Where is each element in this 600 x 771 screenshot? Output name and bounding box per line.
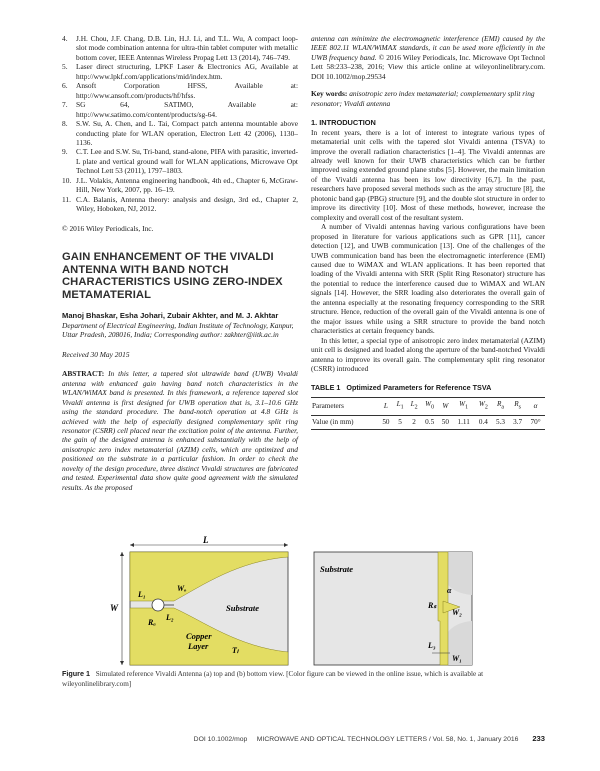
reference-list [62, 34, 298, 214]
paragraph: In recent years, there is a lot of interest to integrate various types of metamaterial unit cells with the tapered slot Vivaldi antenna (TSVA) to improve the overall radiation characteristics [1–4]. The Vivaldi antennas are already well known for their UWB characteristics which can be further improved using extended ground plane stubs [5]. However, the main limitation of the Vivaldi antenna has been its low directivity [6,7]. In the past, researchers have proposed several methods such as the array structure [8], the photonic band gap (PBG) structure [9], and the double slot structure in order to improve its directivity [10]. Most of these methods, however, increase the complexity and overall cost of the resultant system. [311, 127, 545, 222]
reference-text: Ansoft Corporation HFSS, Available at: http://www.ansoft.com/products/hf/hfss. [76, 81, 298, 100]
label-W: W [110, 603, 119, 613]
table-caption: Optimized Parameters for Reference TSVA [346, 383, 492, 393]
table-cell: 5 [393, 415, 407, 429]
keywords [311, 89, 545, 108]
table-cell: 2 [407, 415, 421, 429]
label-L2: L₂ [166, 613, 174, 622]
table-cell: 50 [379, 415, 393, 429]
abstract-continued [311, 34, 545, 81]
table-cell: 1.11 [453, 415, 475, 429]
abstract-label: ABSTRACT: [62, 369, 105, 379]
label-L3: L₃ [428, 641, 436, 650]
figure-caption-text: Simulated reference Vivaldi Antenna (a) top and (b) bottom view. [Color figure can be viewed in the online issue, which is available at wileyonlinelibrary.com] [62, 670, 484, 688]
arrow-down-icon [120, 661, 124, 665]
table-title [311, 383, 545, 392]
copyright-notice: © 2016 Wiley Periodicals, Inc. [62, 223, 154, 233]
table-header-cell: W [438, 397, 452, 415]
table-label: TABLE 1 [311, 383, 341, 393]
page-number: 233 [532, 734, 545, 743]
label-W1: W₁ [452, 654, 462, 663]
right-column [311, 34, 545, 430]
reference-item [62, 147, 298, 175]
table-header-cell: L [379, 397, 393, 415]
keywords-text: anisotropic zero index metamaterial; complementary split ring resonator; Vivaldi antenna [311, 89, 535, 108]
table-header-cell: $L_2$ [407, 397, 421, 415]
label-layer: Layer [188, 641, 209, 651]
table-cell: 70° [526, 415, 545, 429]
label-Tl: Tₗ [232, 646, 239, 655]
reference-text: Laser direct structuring, LPKF Laser & Electronics AG, Available at http://www.lpkf.com/applications/mid/index.htm. [76, 62, 298, 81]
reference-number: 7. [62, 100, 68, 110]
parameters-table [311, 397, 545, 430]
table-cell: 5.3 [492, 415, 509, 429]
reference-item [62, 100, 298, 119]
reference-number: 8. [62, 119, 68, 129]
reference-item [62, 81, 298, 100]
article-title: GAIN ENHANCEMENT OF THE VIVALDI ANTENNA WITH BAND NOTCH CHARACTERISTICS USING ZERO-INDEX METAMATERIAL [62, 251, 283, 301]
reference-number: 9. [62, 147, 68, 157]
reference-text: S.W. Su, A. Chen, and L. Tai, Compact patch antenna mountable above conducting plate for WLAN operation, Electron Lett 42 (2006), 1130–1136. [76, 119, 298, 147]
reference-number: 6. [62, 81, 68, 91]
table-cell: 0.5 [421, 415, 438, 429]
footer-journal: MICROWAVE AND OPTICAL TECHNOLOGY LETTERS / Vol. 58, No. 1, January 2016 [256, 736, 519, 743]
abstract-text: In this letter, a tapered slot ultrawide band (UWB) Vivaldi antenna with enhanced gain having band notch characteristics in the WLAN/WiMAX band is presented. In this framework, a reference tapered slot Vivaldi antenna is first designed for UWB operation that is, 3.1–10.6 GHz using the standard procedure. The band-notch operation at 4.8 GHz is achieved with the help of especially designed complementary split ring resonator (CSRR) cell placed near the excitation point of the antenna. Further, the gain of the designed antenna is enhanced substantially with the help of anisotropic zero index metamaterial (AZIM) cells, which are optimized and positioned on the substrate in a particular fashion. In order to check the novelty of the design procedure, three distinct Vivaldi structures are fabricated and tested. Experimental data show quite good agreement with the simulated results. As the proposed [62, 369, 298, 492]
arrow-left-icon [130, 543, 134, 547]
abstract-citation: © 2016 Wiley Periodicals, Inc. Microwave Opt Technol Lett 58:233–238, 2016; View this article online at wileyonlinelibrary.com. DOI 10.1002/mop.29534 [311, 52, 546, 81]
received-date: Received 30 May 2015 [62, 349, 130, 359]
label-substrate-bottom: Substrate [320, 564, 354, 574]
feed-cavity [152, 599, 164, 611]
reference-text: C.A. Balanis, Antenna theory: analysis and design, 3rd ed., Chapter 2, Wiley, Hoboken, NJ, 2012. [76, 194, 298, 214]
table-header-cell: $W_0$ [421, 397, 438, 415]
reference-text: J.H. Chou, J.F. Chang, D.B. Lin, H.J. Li, and T.L. Wu, A compact loop-slot mode combination antenna for ultra-thin tablet computer with metallic bottom cover, IEEE Antennas Wireless Propag Lett 13 (2014), 746–749. [76, 34, 298, 62]
arrow-up-icon [120, 552, 124, 556]
label-Rs: Rₛ [428, 601, 437, 610]
figure-label: Figure 1 [62, 669, 90, 678]
abstract-continued-text: antenna can minimize the electromagnetic interference (EMI) caused by the IEEE 802.11 WLAN/WiMAX standards, it can be used more efficiently in the UWB frequency band. [311, 34, 545, 62]
page-footer [62, 734, 545, 743]
table-header-cell: $W_2$ [475, 397, 492, 415]
reference-number: 5. [62, 62, 68, 72]
label-L1: L₁ [138, 590, 146, 599]
table-cell: 0.4 [475, 415, 492, 429]
figure-caption [62, 669, 545, 689]
reference-text: SG 64, SATIMO, Available at: http://www.satimo.com/content/products/sg-64. [76, 100, 298, 119]
paragraph: A number of Vivaldi antennas having various configurations have been proposed in literature for various applications such as GPR [11], cancer detection [12], and UWB communication [13]. One of the challenges of the UWB communication band has been the electromagnetic interference (EMI) caused due to WiMAX and WLAN applications. It has been reported that loading of the Vivaldi antenna with SRR (Split Ring Resonator) structure has the potential to reduce the interference caused due to WiMAX and WLAN signals [14]. However, the SRR loading also deteriorates the overall gain of the antenna especially at the resonating frequency corresponding to the SRR structure. Hence, reduction of the overall gain of the Vivaldi antenna is one of the major issues while using a SRR structure to provide the band notch characteristics at certain frequency bands. [311, 222, 545, 336]
table-row [311, 415, 545, 429]
section-heading: 1. INTRODUCTION [311, 118, 376, 128]
reference-item [62, 176, 298, 195]
reference-item [62, 119, 298, 147]
label-Wo: Wₒ [177, 584, 187, 593]
bottom-view-diagram [314, 552, 472, 665]
abstract [62, 369, 298, 492]
label-copper: Copper [186, 631, 212, 641]
reference-item [62, 34, 298, 62]
table-header-cell: Parameters [311, 397, 379, 415]
reference-text: J.L. Volakis, Antenna engineering handbook, 4th ed., Chapter 6, McGraw-Hill, New York, 2007, pp. 16–19. [76, 175, 298, 195]
footer-doi: DOI 10.1002/mop [193, 736, 248, 743]
table-header-cell: α [526, 397, 545, 415]
table-header-cell: $R_a$ [492, 397, 509, 415]
table-header-cell: $L_1$ [393, 397, 407, 415]
label-Ra: Rₐ [148, 618, 156, 627]
reference-text: C.T. Lee and S.W. Su, Tri-band, stand-alone, PIFA with parasitic, inverted-L plate and vertical ground wall for WLAN applications, Microwave Opt Technol Lett 53 (2011), 1797–1803. [76, 147, 298, 176]
table-cell: 50 [438, 415, 452, 429]
antenna-figure [108, 535, 492, 667]
reference-number: 11. [62, 194, 71, 204]
reference-number: 4. [62, 34, 68, 43]
reference-number: 10. [62, 175, 72, 185]
reference-item [62, 195, 298, 214]
author-affiliation: Department of Electrical Engineering, Indian Institute of Technology, Kanpur, Uttar Pradesh, 208016, India; Corresponding author: zakhter@iitk.ac.in [62, 320, 294, 340]
left-column [62, 34, 298, 492]
keywords-label: Key words: [311, 89, 348, 99]
table-header-row [311, 397, 545, 415]
top-view-diagram [110, 535, 288, 665]
table-cell: 3.7 [509, 415, 526, 429]
reference-item [62, 62, 298, 81]
label-W2: W₂ [452, 608, 462, 617]
table-row-label: Value (in mm) [311, 415, 379, 429]
table-header-cell: $R_s$ [509, 397, 526, 415]
arrow-right-icon [284, 543, 288, 547]
label-alpha: α [447, 586, 452, 595]
label-L: L [203, 535, 209, 545]
paragraph: In this letter, a special type of anisotropic zero index metamaterial (AZIM) unit cell is designed and loaded along the aperture of the band-notched Vivaldi antenna to improve its overall gain. The complementary split ring resonator (CSRR) introduced [311, 335, 545, 373]
article-authors: Manoj Bhaskar, Esha Johari, Zubair Akhter, and M. J. Akhtar [62, 311, 279, 321]
label-substrate-top: Substrate [226, 603, 260, 613]
table-header-cell: $W_1$ [453, 397, 475, 415]
